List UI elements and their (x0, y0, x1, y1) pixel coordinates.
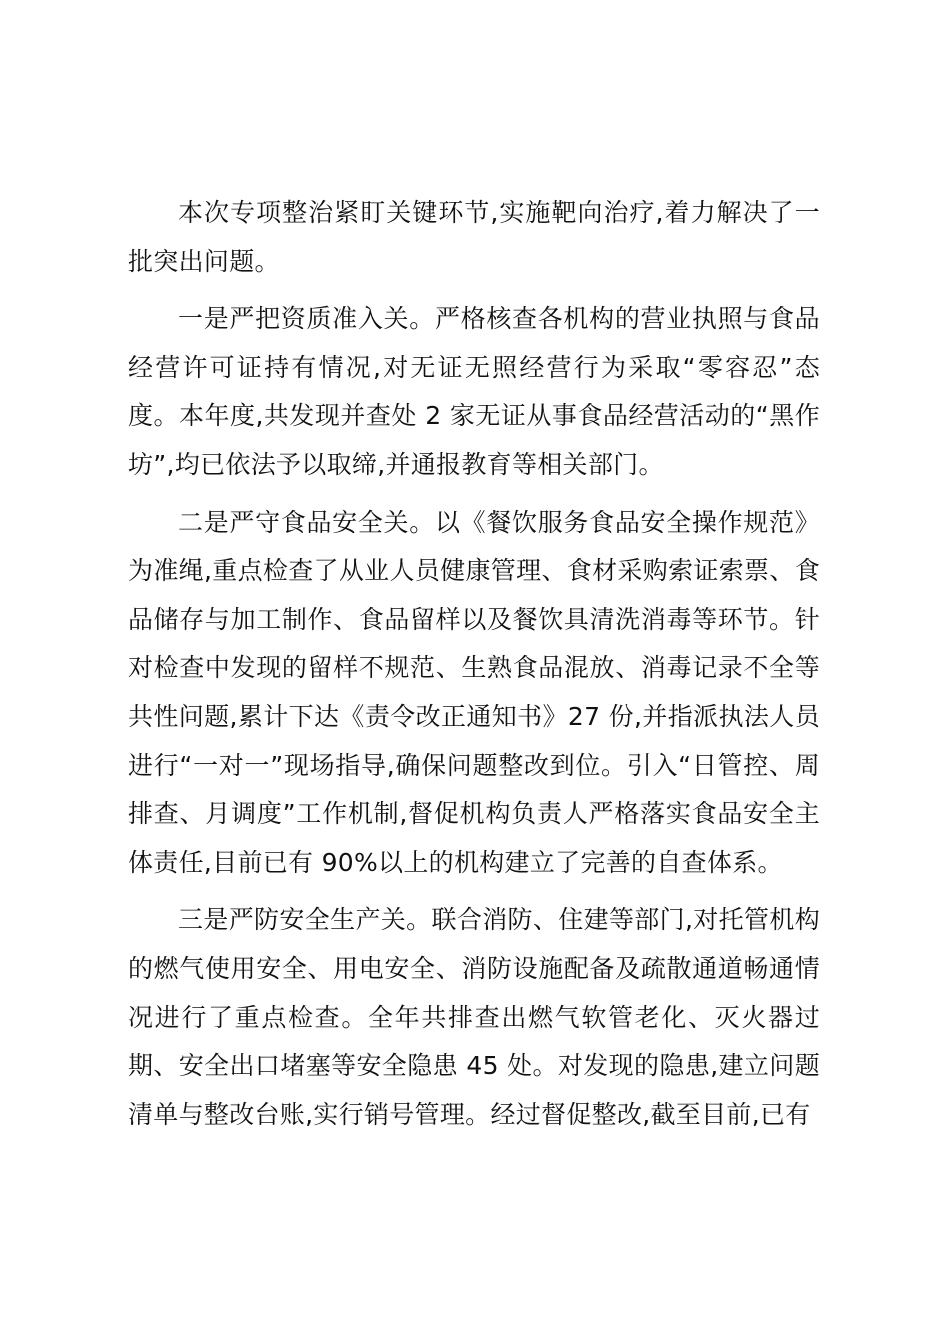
paragraph-qualification-access: 一是严把资质准入关。严格核查各机构的营业执照与食品经营许可证持有情况,对无证无照经营行为采取“零容忍”态度。本年度,共发现并查处 2 家无证从事食品经营活动的“黑作坊”,均已依法予以取缔,并通报教育等相关部门。 (128, 304, 820, 479)
paragraph-intro: 本次专项整治紧盯关键环节,实施靶向治疗,着力解决了一批突出问题。 (128, 198, 820, 276)
document-body (128, 189, 820, 1148)
paragraph-production-safety: 三是严防安全生产关。联合消防、住建等部门,对托管机构的燃气使用安全、用电安全、消防设施配备及疏散通道畅通情况进行了重点检查。全年共排查出燃气软管老化、灭火器过期、安全出口堵塞等安全隐患 45 处。对发现的隐患,建立问题清单与整改台账,实行销号管理。经过督促整改,截至目前,已有 (128, 905, 820, 1129)
paragraph-food-safety: 二是严守食品安全关。以《餐饮服务食品安全操作规范》为准绳,重点检查了从业人员健康管理、食材采购索证索票、食品储存与加工制作、食品留样以及餐饮具清洗消毒等环节。针对检查中发现的留样不规范、生熟食品混放、消毒记录不全等共性问题,累计下达《责令改正通知书》27 份,并指派执法人员进行“一对一”现场指导,确保问题整改到位。引入“日管控、周排查、月调度”工作机制,督促机构负责人严格落实食品安全主体责任,目前已有 90%以上的机构建立了完善的自查体系。 (128, 507, 820, 877)
